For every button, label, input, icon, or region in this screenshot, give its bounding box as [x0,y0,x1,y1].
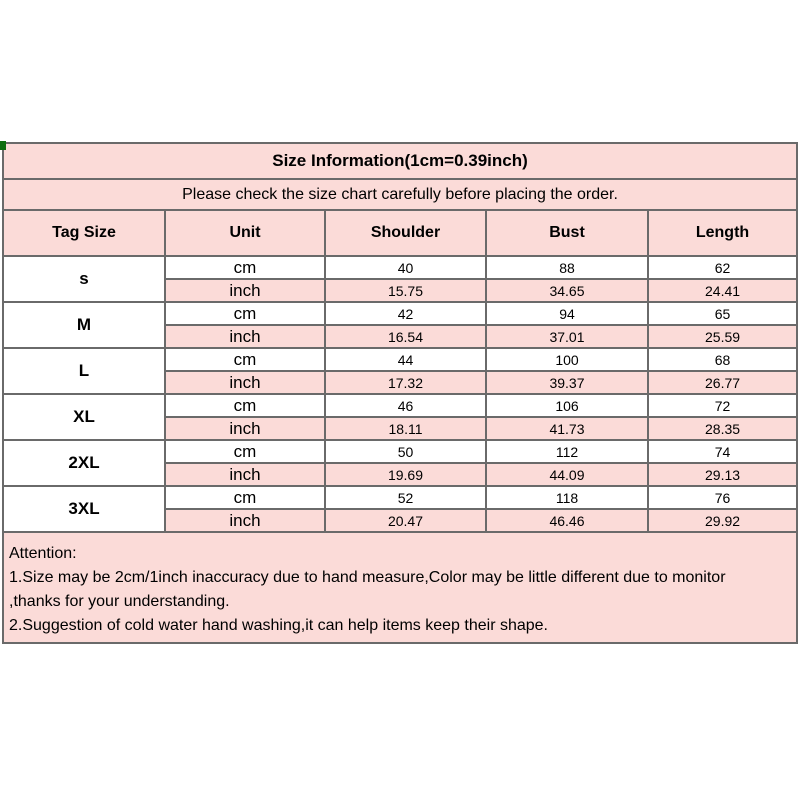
value-cell: 20.47 [325,509,486,532]
column-header-tag-size: Tag Size [3,210,165,256]
unit-label: cm [165,440,325,463]
column-header-unit: Unit [165,210,325,256]
unit-label: inch [165,463,325,486]
value-cell: 24.41 [648,279,797,302]
unit-label: inch [165,371,325,394]
title-row [3,143,797,179]
attention-row [3,532,797,643]
value-cell: 19.69 [325,463,486,486]
size-chart-sheet [2,142,796,644]
excel-corner-marker [0,141,6,150]
value-cell: 62 [648,256,797,279]
value-cell: 46 [325,394,486,417]
value-cell: 68 [648,348,797,371]
subtitle-row [3,179,797,210]
value-cell: 88 [486,256,648,279]
unit-label: cm [165,302,325,325]
attention-line-2: ,thanks for your understanding. [9,593,230,610]
value-cell: 100 [486,348,648,371]
value-cell: 76 [648,486,797,509]
value-cell: 34.65 [486,279,648,302]
value-cell: 16.54 [325,325,486,348]
unit-label: inch [165,279,325,302]
size-chart-table [2,142,798,644]
tag-size-2xl: 2XL [3,440,165,486]
value-cell: 94 [486,302,648,325]
tag-size-m: M [3,302,165,348]
value-cell: 106 [486,394,648,417]
tag-size-3xl: 3XL [3,486,165,532]
attention-heading: Attention: [9,545,77,562]
table-row-2xl-cm [3,440,797,463]
value-cell: 15.75 [325,279,486,302]
value-cell: 28.35 [648,417,797,440]
unit-label: inch [165,417,325,440]
value-cell: 42 [325,302,486,325]
value-cell: 50 [325,440,486,463]
value-cell: 39.37 [486,371,648,394]
value-cell: 25.59 [648,325,797,348]
unit-label: cm [165,486,325,509]
value-cell: 112 [486,440,648,463]
value-cell: 18.11 [325,417,486,440]
table-row-l-cm [3,348,797,371]
unit-label: inch [165,509,325,532]
value-cell: 17.32 [325,371,486,394]
value-cell: 44 [325,348,486,371]
value-cell: 46.46 [486,509,648,532]
unit-label: inch [165,325,325,348]
unit-label: cm [165,394,325,417]
value-cell: 40 [325,256,486,279]
attention-line-3: 2.Suggestion of cold water hand washing,it can help items keep their shape. [9,617,548,634]
tag-size-xl: XL [3,394,165,440]
chart-title: Size Information(1cm=0.39inch) [3,143,797,179]
attention-note [3,532,797,643]
column-header-length: Length [648,210,797,256]
value-cell: 29.92 [648,509,797,532]
value-cell: 118 [486,486,648,509]
tag-size-s: s [3,256,165,302]
column-header-bust: Bust [486,210,648,256]
value-cell: 74 [648,440,797,463]
value-cell: 65 [648,302,797,325]
table-row-m-cm [3,302,797,325]
value-cell: 37.01 [486,325,648,348]
chart-subtitle: Please check the size chart carefully before placing the order. [3,179,797,210]
table-row-3xl-cm [3,486,797,509]
unit-label: cm [165,256,325,279]
tag-size-l: L [3,348,165,394]
table-row-s-cm [3,256,797,279]
table-row-xl-cm [3,394,797,417]
value-cell: 72 [648,394,797,417]
value-cell: 29.13 [648,463,797,486]
value-cell: 52 [325,486,486,509]
value-cell: 41.73 [486,417,648,440]
header-row [3,210,797,256]
attention-line-1: 1.Size may be 2cm/1inch inaccuracy due to hand measure,Color may be little different due to monitor [9,569,726,586]
column-header-shoulder: Shoulder [325,210,486,256]
value-cell: 44.09 [486,463,648,486]
unit-label: cm [165,348,325,371]
value-cell: 26.77 [648,371,797,394]
